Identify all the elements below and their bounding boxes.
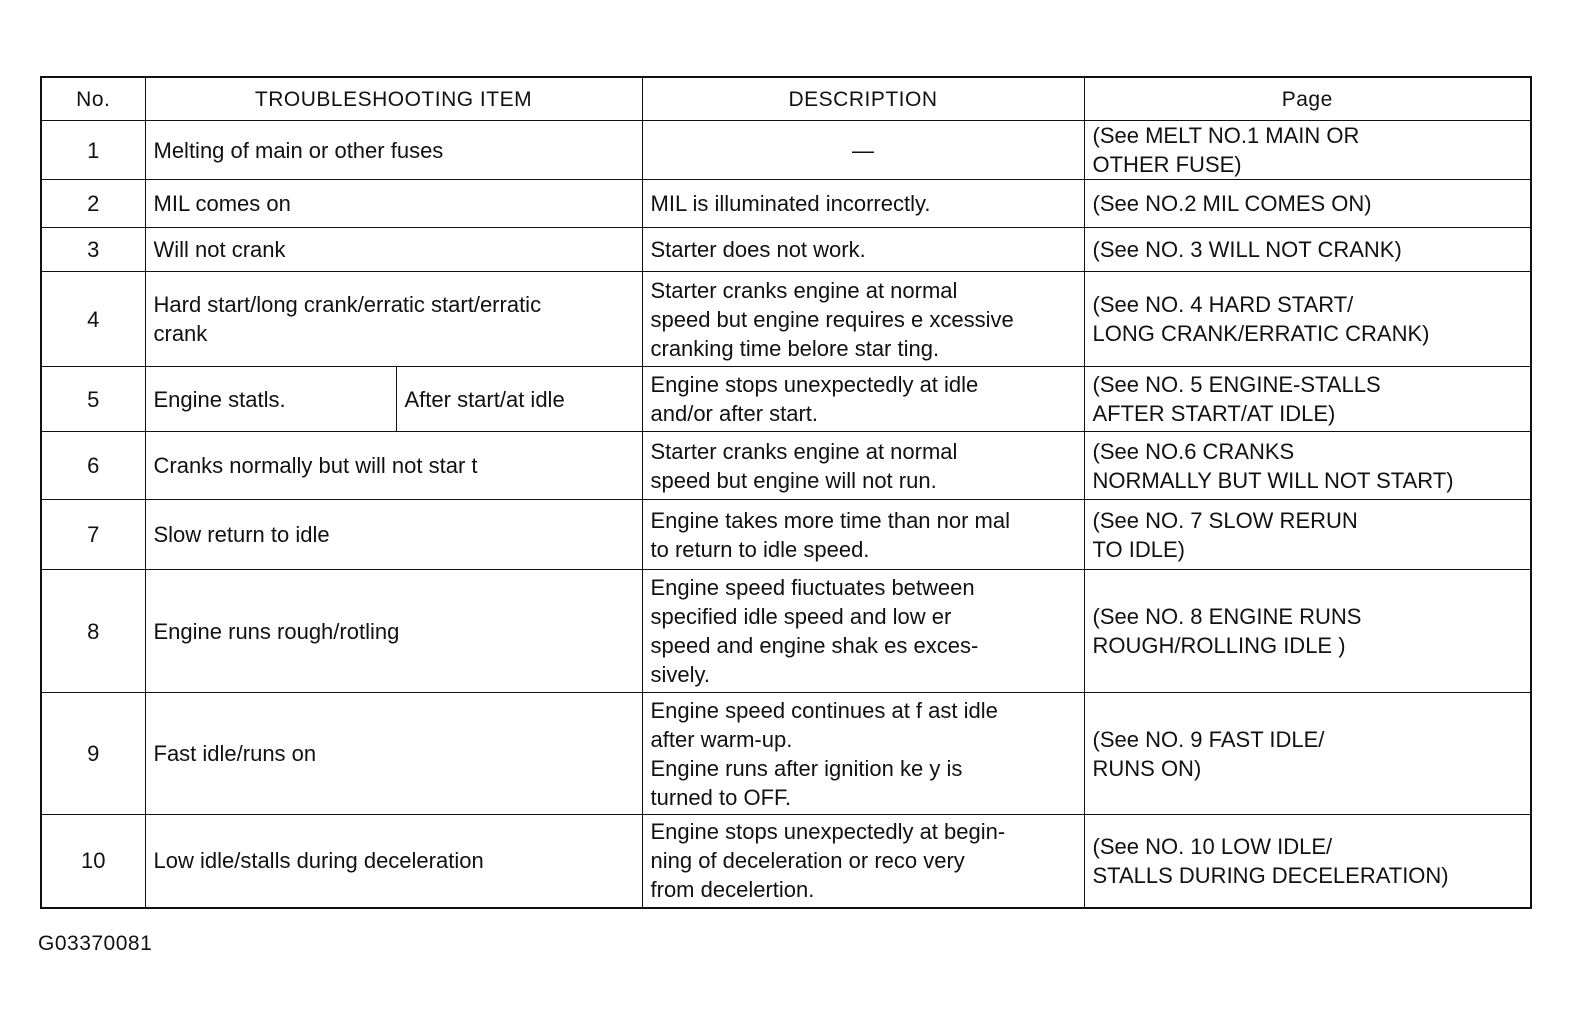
description: Engine stops unexpectedly at idle and/or after start. <box>642 367 1084 432</box>
row-number: 1 <box>41 121 145 180</box>
table-row <box>41 693 1531 815</box>
figure-code: G03370081 <box>38 932 153 955</box>
description: Starter cranks engine at normal speed but engine requires e xcessive cranking time belore star ting. <box>642 272 1084 367</box>
table-row <box>41 121 1531 180</box>
troubleshooting-item: Low idle/stalls during deceleration <box>145 815 642 908</box>
row-number: 5 <box>41 367 145 432</box>
table-header-row <box>41 77 1531 121</box>
troubleshooting-item: Slow return to idle <box>145 500 642 570</box>
table-row <box>41 570 1531 693</box>
troubleshooting-item: Engine runs rough/rotling <box>145 570 642 693</box>
page-reference: (See MELT NO.1 MAIN OR OTHER FUSE) <box>1084 121 1531 180</box>
row-number: 3 <box>41 228 145 272</box>
description: Engine speed fiuctuates between specified idle speed and low er speed and engine shak es exces- sively. <box>642 570 1084 693</box>
row-number: 4 <box>41 272 145 367</box>
table-row <box>41 272 1531 367</box>
description: — <box>642 121 1084 180</box>
troubleshooting-item: Fast idle/runs on <box>145 693 642 815</box>
page-reference: (See NO.6 CRANKS NORMALLY BUT WILL NOT START) <box>1084 432 1531 500</box>
page-reference: (See NO. 5 ENGINE-STALLS AFTER START/AT IDLE) <box>1084 367 1531 432</box>
description: Starter does not work. <box>642 228 1084 272</box>
header-page: Page <box>1084 77 1531 121</box>
page-reference: (See NO. 7 SLOW RERUN TO IDLE) <box>1084 500 1531 570</box>
page-reference: (See NO. 8 ENGINE RUNS ROUGH/ROLLING IDLE ) <box>1084 570 1531 693</box>
page-reference: (See NO. 4 HARD START/ LONG CRANK/ERRATIC CRANK) <box>1084 272 1531 367</box>
page-reference: (See NO.2 MIL COMES ON) <box>1084 180 1531 228</box>
troubleshooting-item-condition: After start/at idle <box>396 367 642 432</box>
table-row <box>41 500 1531 570</box>
troubleshooting-item: Hard start/long crank/erratic start/erratic crank <box>145 272 642 367</box>
troubleshooting-item: Cranks normally but will not star t <box>145 432 642 500</box>
row-number: 6 <box>41 432 145 500</box>
row-number: 7 <box>41 500 145 570</box>
description: MIL is illuminated incorrectly. <box>642 180 1084 228</box>
description: Engine speed continues at f ast idle after warm-up. Engine runs after ignition ke y is turned to OFF. <box>642 693 1084 815</box>
troubleshooting-item: Melting of main or other fuses <box>145 121 642 180</box>
description: Engine stops unexpectedly at begin- ning of deceleration or reco very from decelertion. <box>642 815 1084 908</box>
table-row <box>41 432 1531 500</box>
description: Engine takes more time than nor mal to return to idle speed. <box>642 500 1084 570</box>
troubleshooting-item: Engine statls. <box>145 367 396 432</box>
page-reference: (See NO. 3 WILL NOT CRANK) <box>1084 228 1531 272</box>
row-number: 8 <box>41 570 145 693</box>
row-number: 9 <box>41 693 145 815</box>
table-row <box>41 228 1531 272</box>
troubleshooting-item: MIL comes on <box>145 180 642 228</box>
header-no: No. <box>41 77 145 121</box>
troubleshooting-table <box>40 76 1532 909</box>
page-reference: (See NO. 10 LOW IDLE/ STALLS DURING DECELERATION) <box>1084 815 1531 908</box>
page-reference: (See NO. 9 FAST IDLE/ RUNS ON) <box>1084 693 1531 815</box>
header-troubleshooting-item: TROUBLESHOOTING ITEM <box>145 77 642 121</box>
table-row <box>41 815 1531 908</box>
row-number: 2 <box>41 180 145 228</box>
description: Starter cranks engine at normal speed but engine will not run. <box>642 432 1084 500</box>
table-row <box>41 367 1531 432</box>
table-row <box>41 180 1531 228</box>
troubleshooting-item: Will not crank <box>145 228 642 272</box>
header-description: DESCRIPTION <box>642 77 1084 121</box>
row-number: 10 <box>41 815 145 908</box>
